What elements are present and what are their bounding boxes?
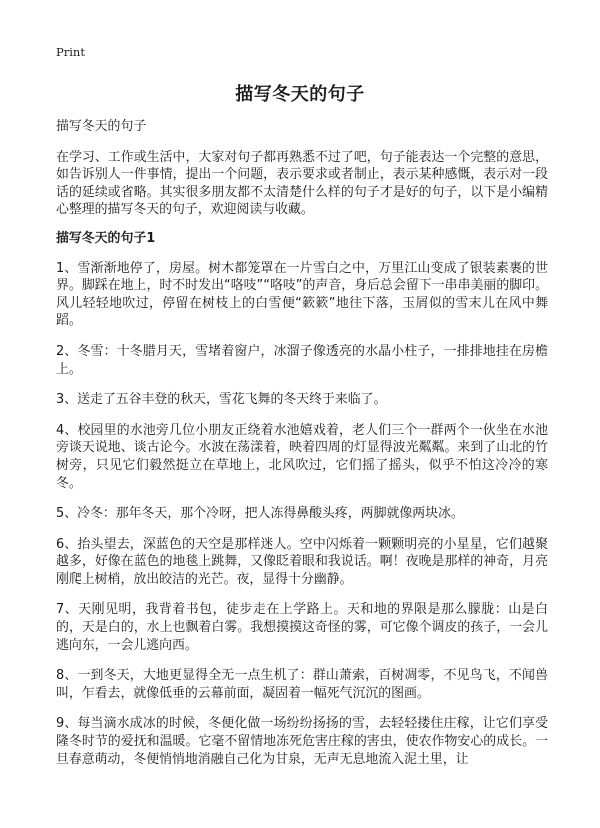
- list-item: 8、一到冬天，大地更显得全无一点生机了：群山萧索，百树凋零，不见鸟飞，不闻兽叫，乍看去，就像低垂的云幕前面，凝固着一幅死气沉沉的图画。: [56, 668, 548, 701]
- list-item: 4、校园里的水池旁几位小朋友正绕着水池嬉戏着，老人们三个一群两个一伙坐在水池旁谈天说地、谈古论今。水波在荡漾着，映着四周的灯显得波光粼粼。来到了山北的竹树旁，只见它们毅然挺立在草地上，北风吹过，它们摇了摇头，似乎不怕这冷冷的寒冬。: [56, 422, 548, 491]
- list-item: 1、雪渐渐地停了，房屋。树木都笼罩在一片雪白之中，万里江山变成了银装素裹的世界。脚踩在地上，时不时发出“咯吱”“咯吱”的声音，身后总会留下一串串美丽的脚印。风儿轻轻地吹过，停留在树枝上的白雪便“簌簌”地往下落，玉屑似的雪末儿在风中舞蹈。: [56, 260, 548, 329]
- list-item: 7、天刚见明，我背着书包，徒步走在上学路上。天和地的界限是那么朦胧：山是白的，天是白的，水上也飘着白雾。我想摸摸这奇怪的雾，可它像个调皮的孩子，一会儿逃向东，一会儿逃向西。: [56, 602, 548, 653]
- list-item: 9、每当滴水成冰的时候，冬便化做一场纷纷扬扬的雪，去轻轻搂住庄稼，让它们享受隆冬时节的爱抚和温暖。它毫不留情地冻死危害庄稼的害虫，使农作物安心的成长。一旦春意萌动，冬便悄悄地消融自己化为甘泉，无声无息地流入泥土里，让: [56, 716, 548, 767]
- page-title: 描写冬天的句子: [235, 84, 365, 105]
- list-item: 2、冬雪：十冬腊月天，雪堵着窗户，冰溜子像透亮的水晶小柱子，一排排地挂在房檐上。: [56, 343, 548, 377]
- article-body: [56, 118, 548, 781]
- intro-paragraph: 在学习、工作或生活中，大家对句子都再熟悉不过了吧，句子能表达一个完整的意思，如告诉别人一件事情，提出一个问题，表示要求或者制止，表示某种感慨，表示对一段话的延续或省略。其实很多朋友都不太清楚什么样的句子才是好的句子，以下是小编精心整理的描写冬天的句子，欢迎阅读与收藏。: [56, 149, 548, 218]
- section-heading: 描写冬天的句子1: [56, 230, 156, 246]
- subtitle: 描写冬天的句子: [56, 119, 147, 134]
- list-item: 6、抬头望去，深蓝色的天空是那样迷人。空中闪烁着一颗颗明亮的小星星，它们越聚越多，好像在蓝色的地毯上跳舞，又像眨着眼和我说话。啊！夜晚是那样的神奇，月亮刚爬上树梢，放出皎洁的光芒。夜，显得十分幽静。: [56, 536, 548, 587]
- print-link[interactable]: Print: [56, 45, 85, 59]
- list-item: 3、送走了五谷丰登的秋天，雪花飞舞的冬天终于来临了。: [56, 392, 387, 408]
- list-item: 5、冷冬：那年冬天，那个冷呀，把人冻得鼻酸头疼，两脚就像两块冰。: [56, 506, 464, 522]
